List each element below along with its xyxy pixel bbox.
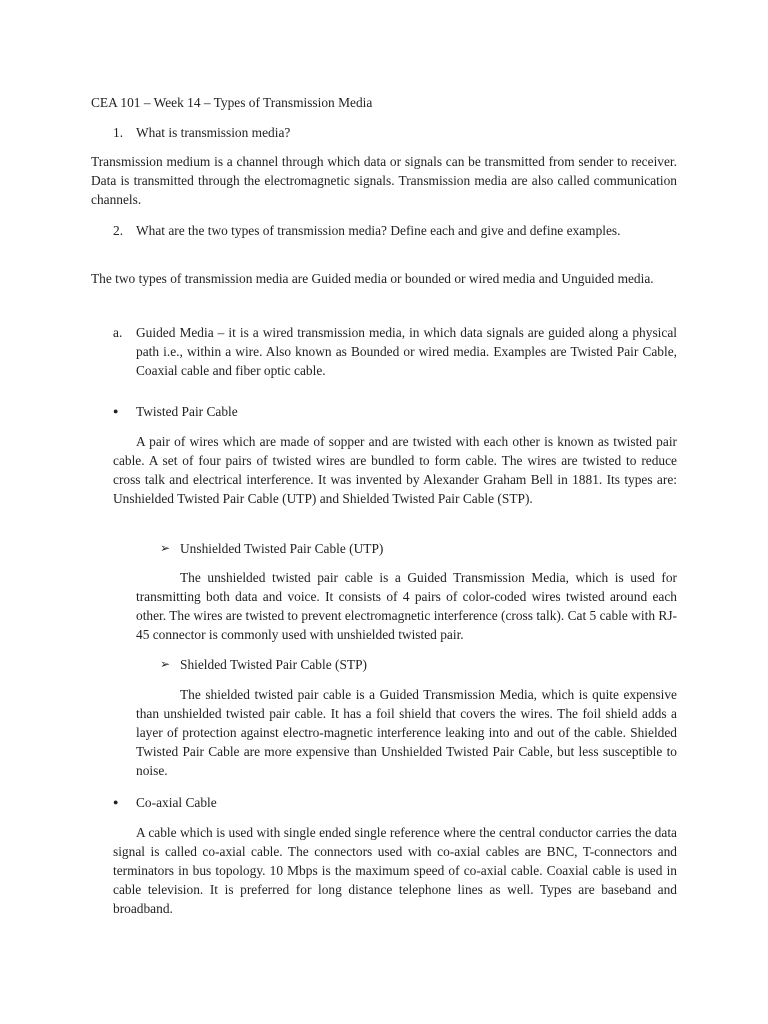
- twisted-pair-paragraph: A pair of wires which are made of sopper and are twisted with each other is known as twisted pair cable. A set of four pairs of twisted wires are bundled to form cable. The wires are twisted to reduce cross talk and electrical interference. It was invented by Alexander Graham Bell in 1881. Its types are: Unshielded Twisted Pair Cable (UTP) and Shielded Twisted Pair Cable (STP).: [113, 434, 677, 506]
- twisted-pair-heading: [113, 402, 413, 422]
- guided-media-text: Guided Media – it is a wired transmission media, in which data signals are guided along a physical path i.e., within a wire. Also known as Bounded or wired media. Examples are Twisted Pair Cable, Coaxial cable and fiber optic cable.: [136, 325, 677, 378]
- stp-heading: [160, 655, 560, 675]
- stp-paragraph: The shielded twisted pair cable is a Guided Transmission Media, which is quite expensive than unshielded twisted pair cable. It has a foil shield that covers the wires. The foil shield adds a layer of protection against electro-magnetic interference leaking into and out of the cable. Shielded Twisted Pair Cable are more expensive than Unshielded Twisted Pair Cable, but less susceptible to noise.: [136, 687, 677, 778]
- heading-text: Shielded Twisted Pair Cable (STP): [180, 657, 368, 672]
- heading-text: Twisted Pair Cable: [136, 404, 238, 419]
- bullet-icon: ●: [113, 406, 119, 416]
- question-text: What is transmission media?: [136, 125, 291, 140]
- heading-text: Unshielded Twisted Pair Cable (UTP): [180, 541, 384, 556]
- bullet-icon: ●: [113, 797, 119, 807]
- arrow-bullet-icon: ➢: [160, 541, 171, 555]
- question-text: What are the two types of transmission media? Define each and give and define examples.: [136, 223, 621, 238]
- coaxial-heading: [113, 793, 413, 813]
- list-letter: a.: [113, 325, 123, 340]
- guided-media-item: [113, 323, 677, 383]
- heading-text: Co-axial Cable: [136, 795, 217, 810]
- utp-paragraph: The unshielded twisted pair cable is a Guided Transmission Media, which is used for transmitting both data and voice. It consists of 4 pairs of color-coded wires twisted around each other. The wires are twisted to prevent electromagnetic interference (cross talk). Cat 5 cable with RJ-45 connector is commonly used with unshielded twisted pair.: [136, 570, 677, 642]
- question-number: 2.: [113, 223, 124, 238]
- arrow-bullet-icon: ➢: [160, 657, 171, 671]
- question-number: 1.: [113, 125, 124, 140]
- answer-2: The two types of transmission media are Guided media or bounded or wired media and Unguided media.: [91, 271, 654, 286]
- answer-1: Transmission medium is a channel through which data or signals can be transmitted from sender to receiver. Data is transmitted through the electromagnetic signals. Transmission media are also called communication channels.: [91, 154, 677, 207]
- document-title: CEA 101 – Week 14 – Types of Transmission Media: [91, 95, 373, 110]
- coaxial-paragraph: A cable which is used with single ended single reference where the central conductor carries the data signal is called co-axial cable. The connectors used with co-axial cables are BNC, T-connectors and terminators in bus topology. 10 Mbps is the maximum speed of co-axial cable. Coaxial cable is used in cable television. It is preferred for long distance telephone lines as well. Types are baseband and broadband.: [113, 825, 677, 916]
- question-2: [113, 221, 677, 261]
- utp-heading: [160, 539, 560, 559]
